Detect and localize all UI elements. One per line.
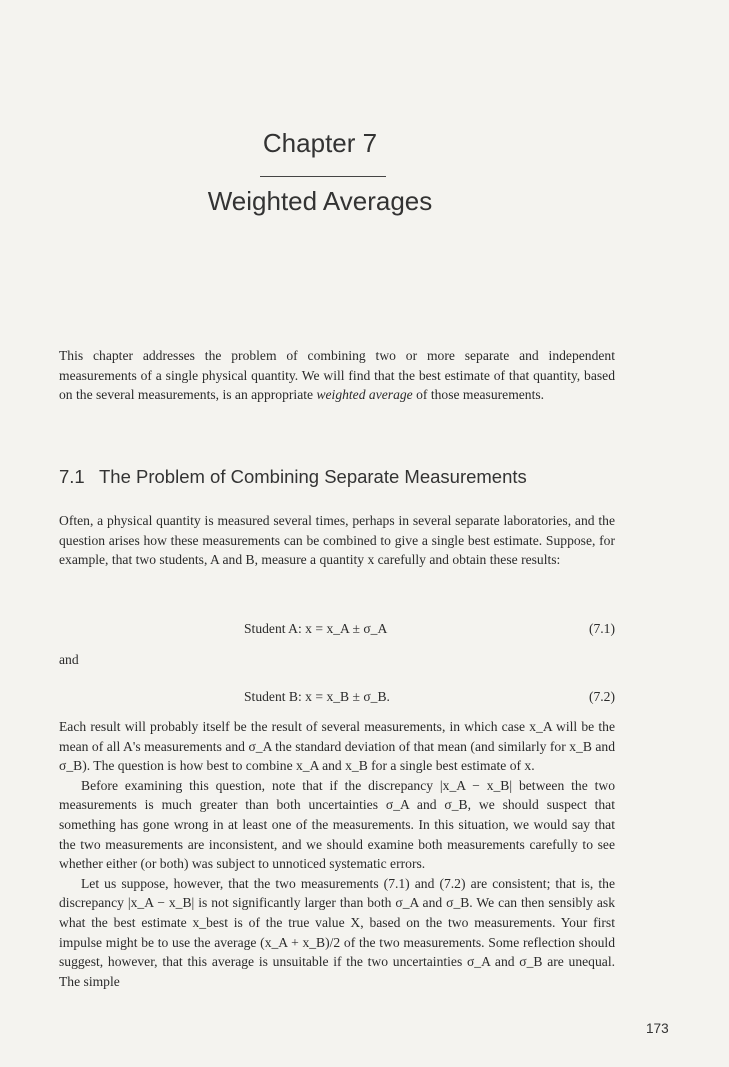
paragraph-2: Each result will probably itself be the result of several measurements, in which case x_A will be the mean of all A's measurements and σ_A the standard deviation of that mean (and similarly for x_B and σ_B). The question is how best to combine x_A and x_B for a single best estimate of x. bbox=[59, 719, 615, 774]
equation-expression: Student A: x = x_A ± σ_A bbox=[244, 621, 388, 636]
paragraph-4: Let us suppose, however, that the two measurements (7.1) and (7.2) are consistent; that is, the discrepancy |x_A − x_B| is not significantly larger than both σ_A and σ_B. We can then sensibly ask what the best estimate x_best is of the true value X, based on the two measurements. Your first impulse might be to use the average (x_A + x_B)/2 of the two measurements. Some reflection should suggest, however, that this average is unsuitable if the two uncertainties σ_A and σ_B are unequal. The simple bbox=[59, 875, 615, 989]
equation-7-1 bbox=[59, 621, 615, 641]
equation-number: (7.1) bbox=[588, 621, 615, 636]
section-heading bbox=[59, 466, 527, 488]
paragraph-1-text: Often, a physical quantity is measured several times, perhaps in several separate laboratories, and the question arises how these measurements can be combined to give a single best estimate. Suppose, for example, that two students, A and B, measure a quantity x carefully and obtain these results: bbox=[59, 513, 615, 568]
equation-expression: Student B: x = x_B ± σ_B. bbox=[244, 689, 390, 704]
chapter-label: Chapter 7 bbox=[262, 128, 378, 158]
section-number: 7.1 bbox=[59, 466, 85, 487]
intro-text-before: This chapter addresses the problem of combining two or more separate and independent measurements of a single physical quantity. We will find that the best estimate of that quantity, based on the several measurements, is an appropriate bbox=[59, 348, 615, 403]
page-number: 173 bbox=[646, 1021, 669, 1036]
paragraph-1 bbox=[59, 511, 615, 570]
intro-emphasis: weighted average bbox=[316, 387, 413, 403]
equation-7-2 bbox=[59, 689, 615, 709]
body-paragraphs bbox=[59, 717, 615, 991]
intro-paragraph bbox=[59, 346, 615, 405]
chapter-divider bbox=[260, 176, 386, 177]
paragraph-3: Before examining this question, note that if the discrepancy |x_A − x_B| between the two measurements is much greater than both uncertainties σ_A and σ_B, we should suspect that something has gone wrong in at least one of the measurements. In this situation, we would say that the two measurements are inconsistent, and we should examine both measurements carefully to see whether either (or both) was subject to unnoticed systematic errors. bbox=[59, 777, 615, 872]
chapter-title: Weighted Averages bbox=[207, 186, 433, 216]
intro-text-after: of those measurements. bbox=[412, 387, 545, 403]
section-title: The Problem of Combining Separate Measurements bbox=[99, 466, 527, 487]
equation-number: (7.2) bbox=[588, 689, 615, 704]
connector-word: and bbox=[59, 652, 79, 667]
